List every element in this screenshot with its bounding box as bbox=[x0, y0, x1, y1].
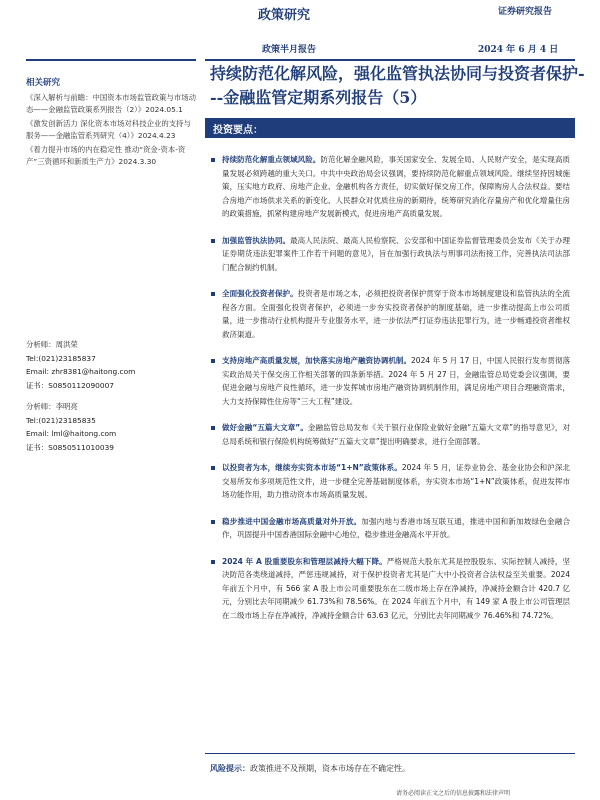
analyst-email[interactable]: Email: zhr8381@haitong.com bbox=[26, 367, 136, 376]
report-type: 政策研究 bbox=[258, 8, 311, 23]
key-point-body: 防范化解金融风险，事关国家安全、发展全局、人民财产安全，是实现高质量发展必须跨越的重大关口。中共中央政治局会议强调，要持续防范化解重点领域风险。继续坚持因城施策，压实地方政府、房地产企业、金融机构各方责任，切实做好保交房工作，保障购房人合法权益。要结合房地产市场供求关系的新变化、人民群众对优质住房的新期待，统筹研究消化存量房产和优化增量住房的政策措施，抓紧构建房地产发展新模式，促进房地产高质量发展。 bbox=[222, 155, 571, 218]
key-point-item bbox=[210, 153, 570, 221]
analyst-cert: 证书：S0850511010039 bbox=[26, 442, 114, 452]
key-point-heading: 持续防范化解重点领域风险。 bbox=[222, 155, 321, 164]
risk-heading: 风险提示： bbox=[210, 764, 250, 773]
key-point-item bbox=[210, 555, 570, 623]
key-point-heading: 全面强化投资者保护。 bbox=[222, 289, 298, 298]
report-category: 证券研究报告 bbox=[498, 7, 553, 17]
key-point-item bbox=[210, 287, 570, 341]
analyst-tel: Tel:(021)23185835 bbox=[26, 415, 96, 425]
key-point-body: 最高人民法院、最高人民检察院、公安部和中国证券监督管理委员会发布《关于办理证券期货违法犯罪案件工作若干问题的意见》，旨在加强行政执法与刑事司法衔接工作，完善执法司法部门配合制约机制。 bbox=[222, 235, 571, 272]
report-header bbox=[0, 0, 600, 60]
risk-text: 政策推进不及预期，资本市场存在不确定性。 bbox=[250, 764, 410, 773]
key-point-heading: 以投资者为本，继续夯实资本市场“1+N”政策体系。 bbox=[222, 463, 402, 472]
key-points-bar bbox=[205, 118, 575, 138]
key-point-body: 加强内地与香港市场互联互通，推进中国和新加坡绿色金融合作，巩固提升中国香港国际金融中心地位，稳步推进金融高水平开放。 bbox=[222, 516, 570, 539]
analyst-tel: Tel:(021)23185837 bbox=[26, 353, 96, 363]
key-point-body: 严格规范大股东尤其是控股股东、实际控制人减持，坚决防范各类绕道减持，严惩违规减持，对于保护投资者尤其是广大中小投资者合法权益至关重要。2024 年前五个月中，有 566 家 A 股上市公司重要股东在二级市场上存在净减持，净减持金额合计 420.7 亿元，分别比去年同期减少 61.73%和 78.56%。在 2024 年前五个月中，有 149 家 A 股上市公司管理层在二级市场上存在净减持，净减持金额合计 63.63 亿元，分别比去年同期减少 76.46%和 74.72%。 bbox=[222, 556, 570, 620]
key-points-label: 投资要点： bbox=[213, 125, 263, 136]
header-divider-left bbox=[26, 59, 196, 61]
report-title: 持续防范化解风险，强化监管执法协同与投资者保护---金融监管定期系列报告（5） bbox=[210, 64, 585, 107]
key-points-list bbox=[210, 153, 570, 622]
key-point-body: 投资者是市场之本，必须把投资者保护贯穿于资本市场制度建设和监管执法的全流程各方面。全面强化投资者保护，必须进一步夯实投资者保护的制度基础，进一步推动提高上市公司质量，进一步推动行业机构提升专业服务水平，进一步依法严打证券违法犯罪行为，进一步畅通投资者维权救济渠道。 bbox=[222, 289, 571, 339]
key-point-item bbox=[210, 354, 570, 408]
analyst-name: 分析师：李明亮 bbox=[26, 402, 78, 411]
key-point-body: 2024 年 5 月 17 日，中国人民银行发布贯彻落实政治局关于保交房工作相关部署的四条新举措。2024 年 5 月 27 日，金融监管总局党委会议强调，要促进金融与房地产良性循环，进一步发挥城市房地产融资协调机制作用，满足房地产项目合理融资需求，大力支持保障性住房等“三大工程”建设。 bbox=[222, 356, 571, 406]
analyst-email[interactable]: Email: lml@haitong.com bbox=[26, 429, 117, 438]
key-point-item bbox=[210, 234, 570, 275]
key-point-heading: 稳步推进中国金融市场高质量对外开放。 bbox=[222, 516, 362, 526]
related-research-item[interactable]: 《深入解析与前瞻：中国资本市场监管政策与市场动态——金融监管政策系列报告（2）》2024.05.1 bbox=[26, 93, 196, 114]
key-point-heading: 2024 年 A 股重要股东和管理层减持大幅下降。 bbox=[222, 556, 387, 566]
disclaimer-footer: 请务必阅读正文之后的信息披露和法律声明 bbox=[396, 790, 511, 797]
risk-divider bbox=[205, 753, 575, 754]
key-point-body: 2024 年 5 月，证券业协会、基金业协会和沪深北交易所发布多项规范性文件，进一步健全完善基础制度体系，夯实资本市场“1+N”政策体系，促进发挥市场功能作用，助力推动资本市场高质量发展。 bbox=[222, 463, 571, 499]
sidebar bbox=[26, 76, 196, 170]
report-subtype: 政策半月报告 bbox=[262, 45, 317, 55]
related-research-item[interactable]: 《着力提升市场的内在稳定性 推动“资金-资本-资产”三资循环和新质生产力》2024.3.30 bbox=[26, 145, 186, 166]
analyst-name: 分析师：周洪荣 bbox=[26, 340, 78, 349]
header-divider-right bbox=[205, 59, 575, 61]
related-research-item[interactable]: 《激发创新活力 深化资本市场对科技企业的支持与服务——金融监管系列研究（4）》2024.4.23 bbox=[26, 119, 191, 140]
risk-warning bbox=[210, 763, 410, 774]
key-point-heading: 加强监管执法协同。 bbox=[222, 235, 291, 245]
key-point-item bbox=[210, 461, 570, 502]
report-date: 2024 年 6 月 4 日 bbox=[478, 45, 559, 55]
key-point-item bbox=[210, 515, 570, 542]
analyst-cert: 证书：S0850112090007 bbox=[26, 380, 114, 390]
key-point-heading: 做好金融“五篇大文章”。 bbox=[222, 423, 308, 432]
key-point-heading: 支持房地产高质量发展，加快落实房地产融资协调机制。 bbox=[222, 356, 412, 365]
key-point-body: 金融监管总局发布《关于银行业保险业做好金融“五篇大文章”的指导意见》，对总局系统和银行保险机构统筹做好“五篇大文章”提出明确要求，进行全面部署。 bbox=[222, 423, 571, 446]
key-point-item bbox=[210, 421, 570, 448]
related-research-heading: 相关研究 bbox=[26, 78, 61, 88]
analyst-block bbox=[26, 338, 196, 454]
